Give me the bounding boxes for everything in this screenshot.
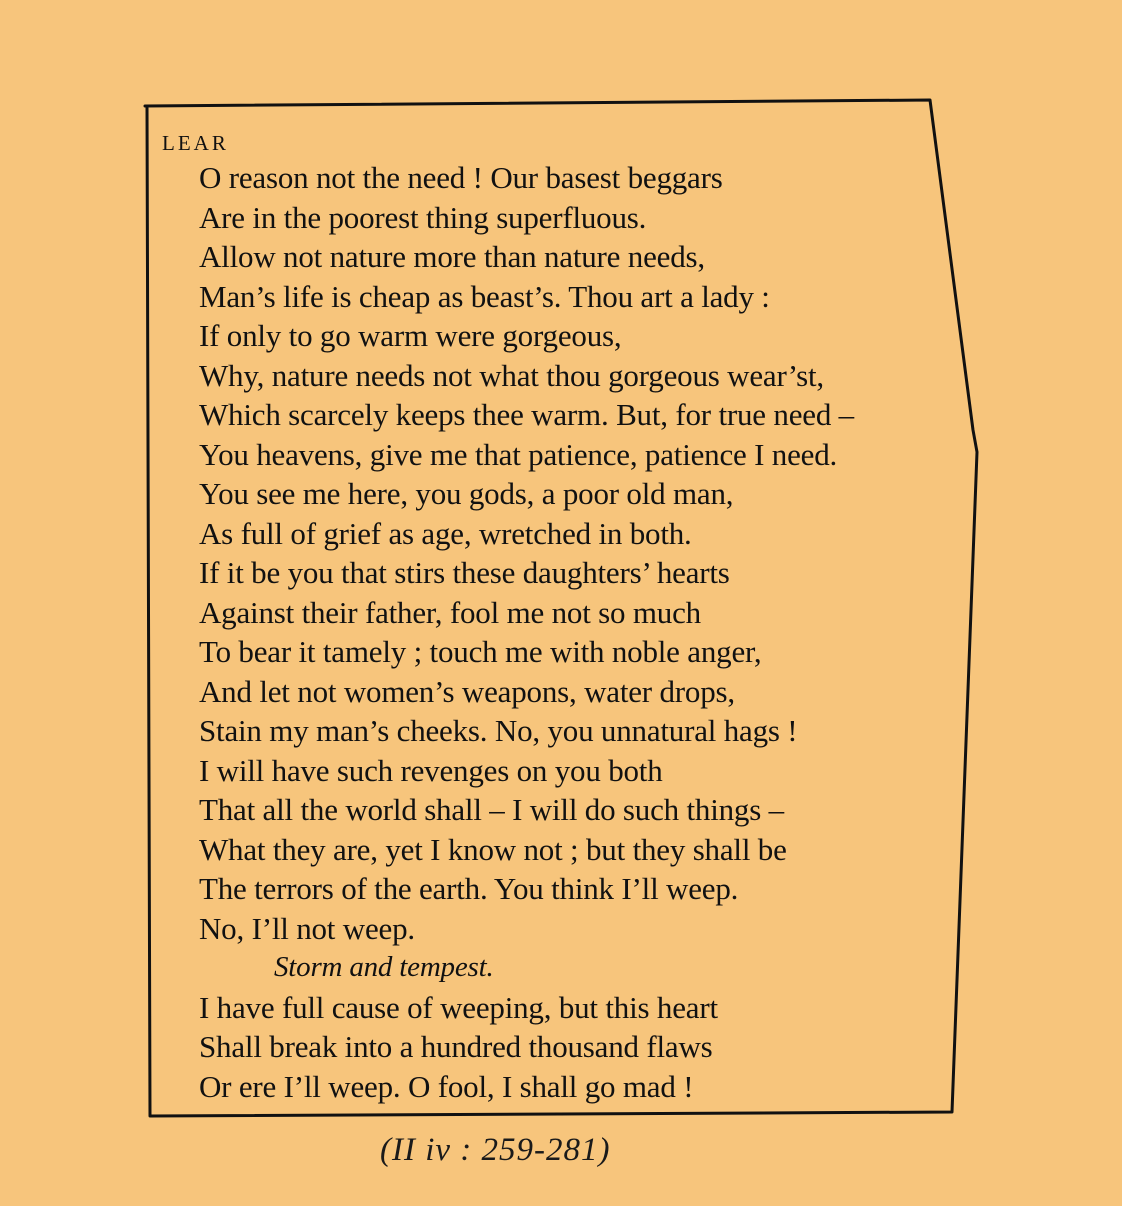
verse-line: Man’s life is cheap as beast’s. Thou art a lady : <box>199 278 770 314</box>
verse-line: O reason not the need ! Our basest beggars <box>199 160 723 195</box>
handwritten-citation: (II iv : 259-281) <box>380 1132 611 1168</box>
verse-line: Or ere I’ll weep. O fool, I shall go mad ! <box>199 1068 694 1104</box>
verse-line: Allow not nature more than nature needs, <box>199 239 705 274</box>
speaker-name: LEAR <box>162 131 229 155</box>
verse-line: You heavens, give me that patience, patience I need. <box>199 436 838 472</box>
verse-line: If it be you that stirs these daughters’ hearts <box>199 555 730 590</box>
verse-line: To bear it tamely ; touch me with noble anger, <box>199 634 762 669</box>
verse-line: Shall break into a hundred thousand flaws <box>199 1029 713 1064</box>
stage-direction: Storm and tempest. <box>274 951 494 983</box>
verse-line: I will have such revenges on you both <box>199 752 663 788</box>
verse-line: And let not women’s weapons, water drops, <box>199 673 735 709</box>
verse-line: If only to go warm were gorgeous, <box>199 318 622 353</box>
verse-line: I have full cause of weeping, but this heart <box>199 989 718 1025</box>
verse-line: That all the world shall – I will do such things – <box>199 792 784 827</box>
verse-line: No, I’ll not weep. <box>199 910 415 946</box>
verse-line: The terrors of the earth. You think I’ll weep. <box>199 871 739 906</box>
verse-line: As full of grief as age, wretched in both. <box>199 515 692 551</box>
verse-line: Why, nature needs not what thou gorgeous wear’st, <box>199 357 824 393</box>
verse-line: Which scarcely keeps thee warm. But, for true need – <box>199 397 854 432</box>
verse-line: Against their father, fool me not so much <box>199 594 701 630</box>
verse-line: Stain my man’s cheeks. No, you unnatural hags ! <box>199 713 798 748</box>
speech-text <box>199 158 854 1106</box>
verse-line: What they are, yet I know not ; but they shall be <box>199 831 787 867</box>
verse-line: Are in the poorest thing superfluous. <box>199 199 647 235</box>
verse-line: You see me here, you gods, a poor old man, <box>199 476 734 511</box>
